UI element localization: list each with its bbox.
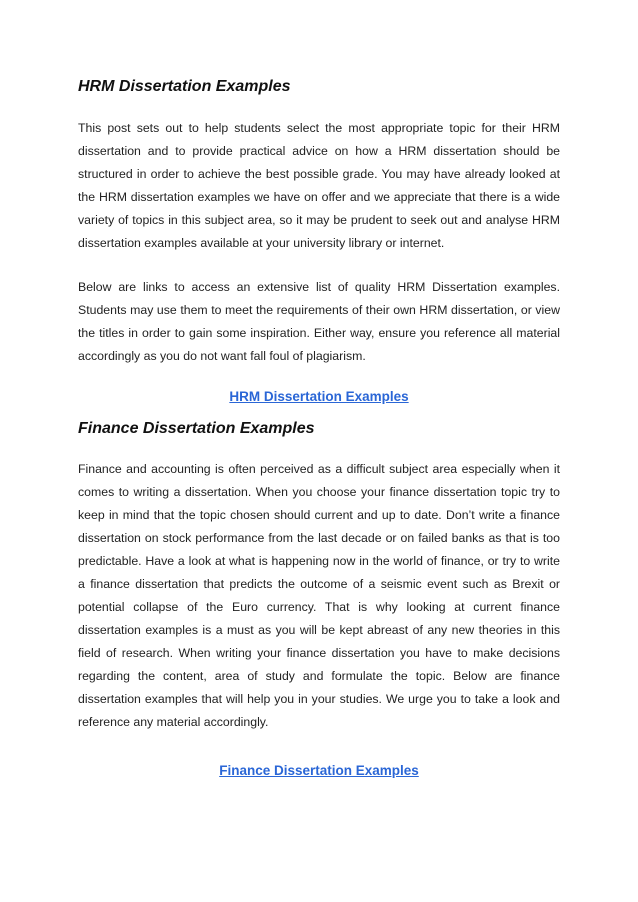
finance-paragraph: Finance and accounting is often perceived as a difficult subject area especially when it comes to writing a dissertation. When you choose your finance dissertation topic try to keep in mind that the topic chosen should current and up to date. Don’t write a finance dissertation on stock performance from the last decade or on failed banks as that is too predictable. Have a look at what is happening now in the world of finance, or try to write a finance dissertation that predicts the outcome of a seismic event such as Brexit or potential collapse of the Euro currency. That is why looking at current finance dissertation examples is a must as you will be kept abreast of any new theories in this field of research. When writing your finance dissertation you have to make decisions regarding the content, area of study and formulate the topic. Below are finance dissertation examples that will help you in your studies. We urge you to take a look and reference any material accordingly.	[78, 462, 560, 729]
hrm-heading: HRM Dissertation Examples	[78, 78, 291, 95]
finance-link-container	[78, 761, 560, 781]
hrm-links-paragraph: Below are links to access an extensive list of quality HRM Dissertation examples. Students may use them to meet the requirements of their own HRM dissertation, or view the titles in order to gain some inspiration. Either way, ensure you reference all material accordingly as you do not want fall foul of plagiarism.	[78, 280, 560, 363]
finance-heading: Finance Dissertation Examples	[78, 420, 315, 437]
hrm-intro-paragraph: This post sets out to help students select the most appropriate topic for their HRM dissertation and to provide practical advice on how a HRM dissertation should be structured in order to achieve the best possible grade. You may have already looked at the HRM dissertation examples we have on offer and we appreciate that there is a wide variety of topics in this subject area, so it may be prudent to seek out and analyse HRM dissertation examples available at your university library or internet.	[78, 121, 560, 250]
hrm-examples-link[interactable]: HRM Dissertation Examples	[229, 389, 409, 404]
hrm-link-container	[78, 387, 560, 407]
finance-examples-link[interactable]: Finance Dissertation Examples	[219, 763, 419, 778]
